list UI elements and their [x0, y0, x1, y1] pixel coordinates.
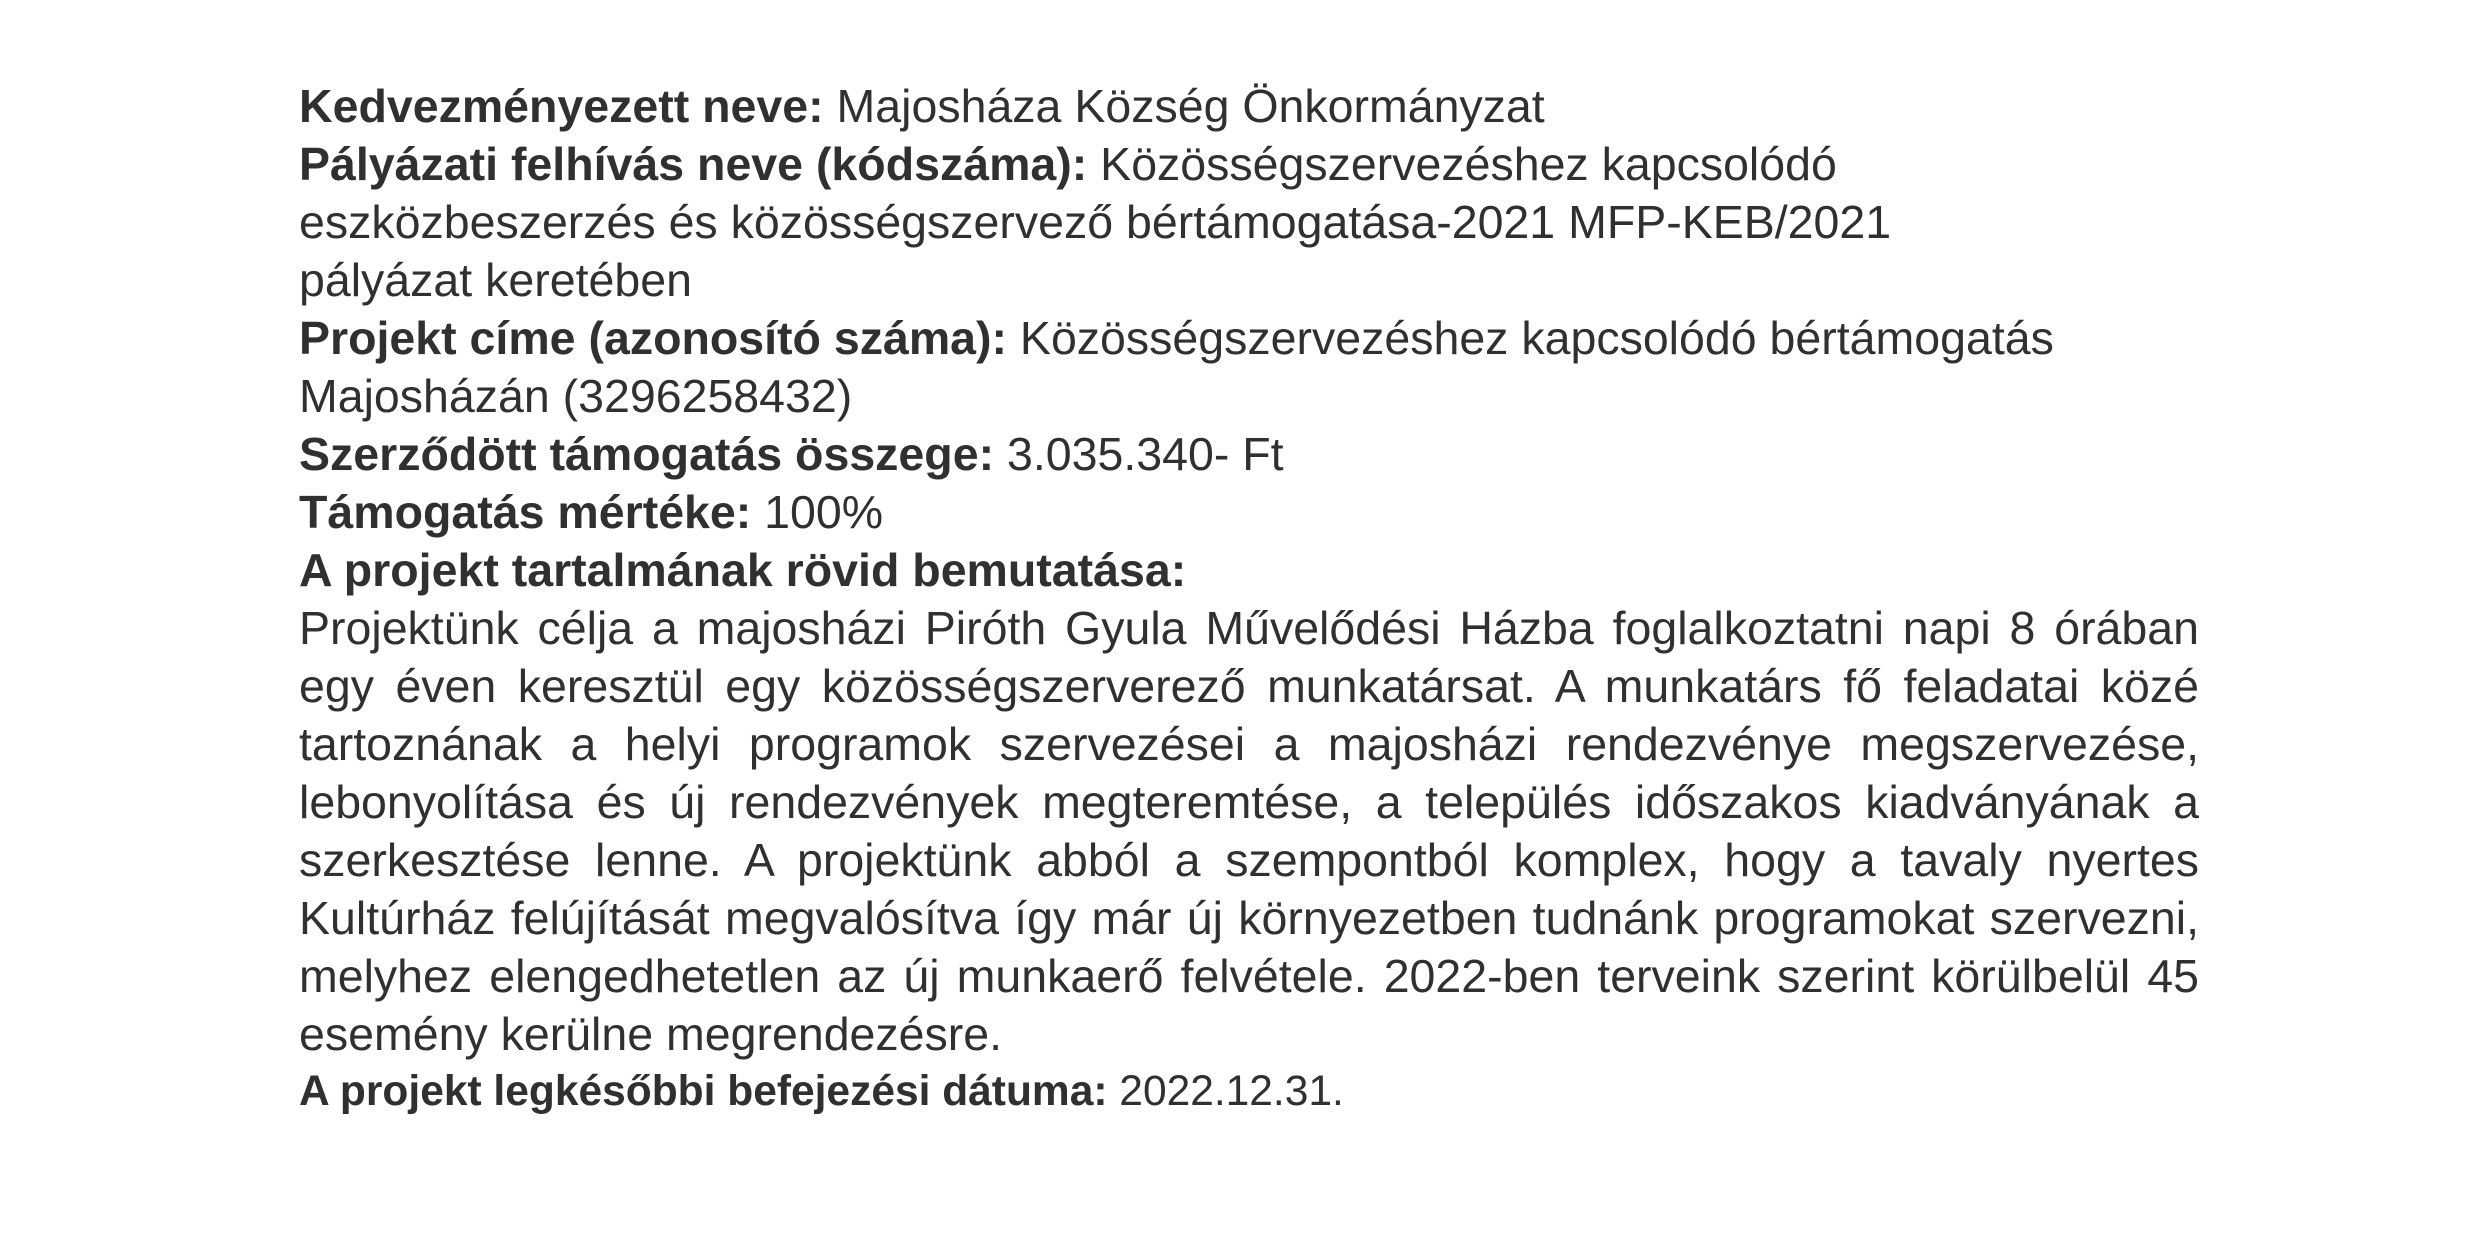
call-label: Pályázati felhívás neve (kódszáma):: [299, 138, 1088, 190]
project-title-row: [299, 309, 2199, 367]
beneficiary-label: Kedvezményezett neve:: [299, 80, 824, 132]
project-title-label: Projekt címe (azonosító száma):: [299, 312, 1008, 364]
beneficiary-value: Majosháza Község Önkormányzat: [823, 80, 1545, 132]
beneficiary-row: [299, 77, 2199, 135]
contracted-amount-row: [299, 425, 2199, 483]
summary-paragraph: Projektünk célja a majosházi Piróth Gyula Művelődési Házba foglalkoztatni napi 8 órában egy éven keresztül egy közösségszerverező munkatársat. A munkatárs fő feladatai közé tartoznának a helyi programok szervezései a majosházi rendezvénye megszervezése, lebonyolítása és új rendezvények megteremtése, a település időszakos kiadványának a szerkesztése lenne. A projektünk abból a szempontból komplex, hogy a tavaly nyertes Kultúrház felújítását megvalósítva így már új környezetben tudnánk programokat szervezni, melyhez elengedhetetlen az új munkaerő felvétele. 2022-ben terveink szerint körülbelül 45 esemény kerülne megrendezésre.: [299, 602, 2199, 1060]
contracted-amount-value: 3.035.340- Ft: [994, 428, 1284, 480]
end-date-label: A projekt legkésőbbi befejezési dátuma:: [299, 1068, 1108, 1115]
support-rate-value: 100%: [751, 486, 884, 538]
summary-heading: A projekt tartalmának rövid bemutatása:: [299, 544, 1187, 596]
support-rate-row: [299, 483, 2199, 541]
end-date-value: 2022.12.31.: [1107, 1068, 1344, 1115]
call-value-line1: Közösségszervezéshez kapcsolódó: [1087, 138, 1837, 190]
call-row: [299, 135, 2199, 193]
support-rate-label: Támogatás mértéke:: [299, 486, 752, 538]
project-title-value-line2: Majosházán (3296258432): [299, 370, 853, 422]
call-value-line2: eszközbeszerzés és közösségszervező bértámogatása-2021 MFP-KEB/2021: [299, 196, 1892, 248]
call-value-line3: pályázat keretében: [299, 254, 692, 306]
document-body: [299, 77, 2199, 1121]
end-date-row: [299, 1063, 2199, 1121]
contracted-amount-label: Szerződött támogatás összege:: [299, 428, 995, 480]
project-title-value-line1: Közösségszervezéshez kapcsolódó bértámogatás: [1007, 312, 2054, 364]
